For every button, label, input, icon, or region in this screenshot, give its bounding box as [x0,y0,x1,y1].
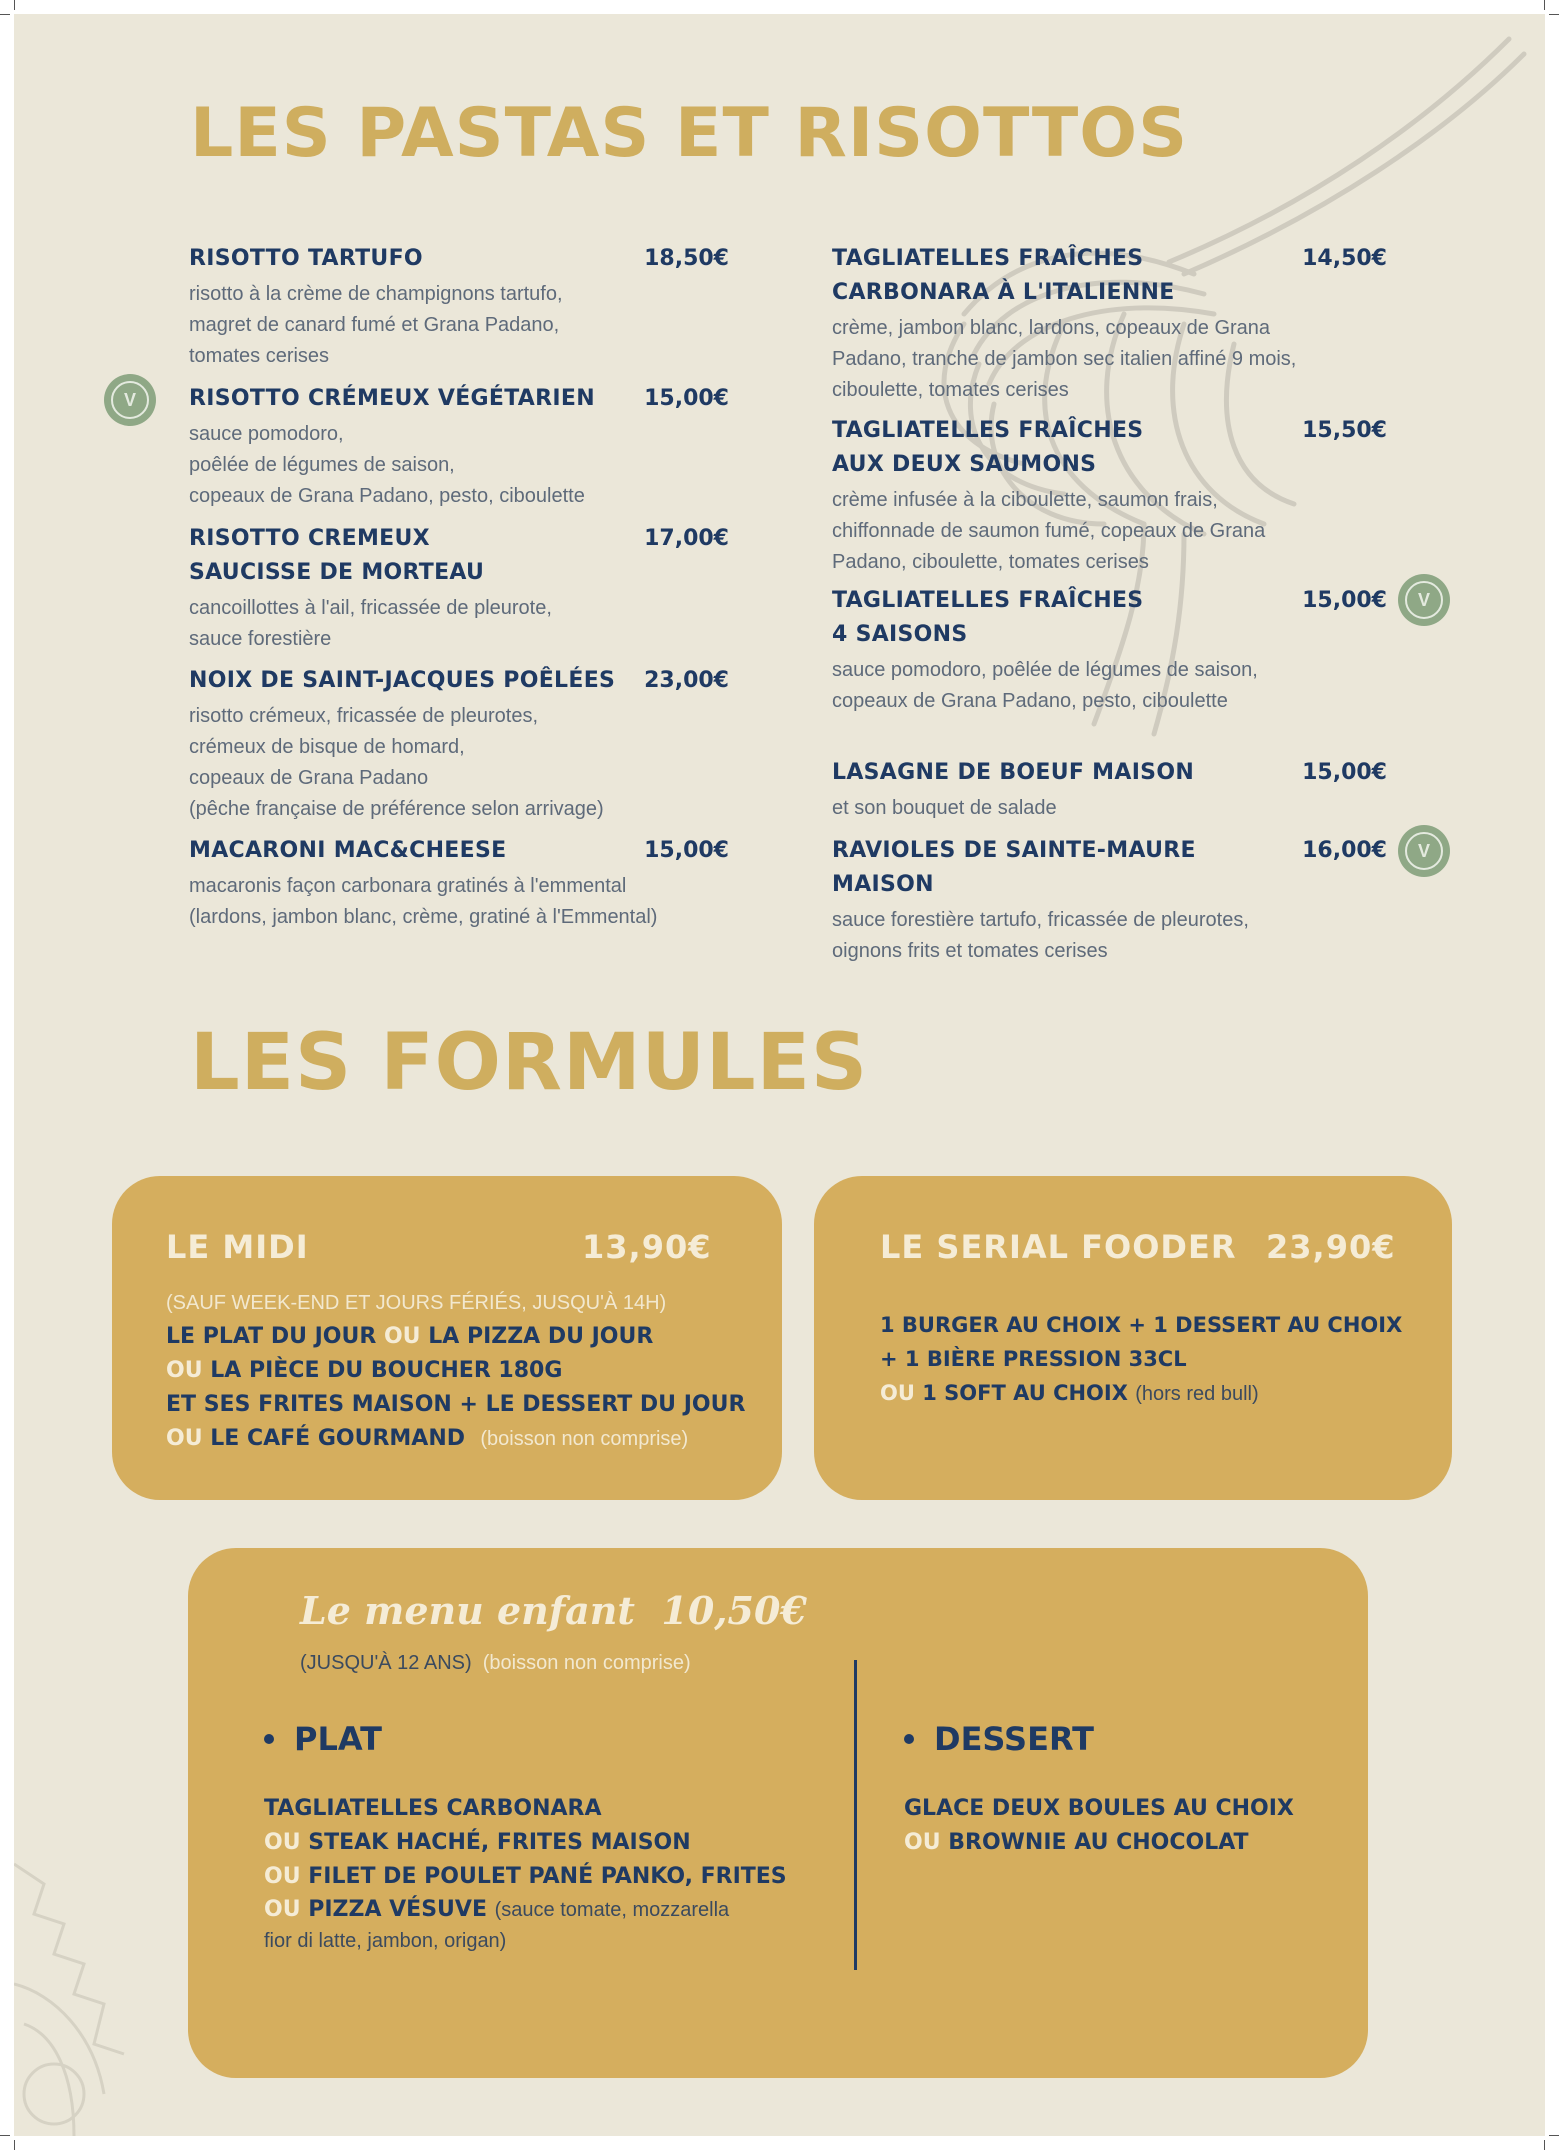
card-line-text: LA PIZZA DU JOUR [428,1324,654,1349]
card-note: fior di latte, jambon, origan) [264,1930,507,1952]
item-name: LASAGNE DE BOEUF MAISON [832,760,1195,785]
card-line [166,1422,766,1456]
plat-options [264,1792,804,1956]
dessert-heading [904,1720,1094,1758]
menu-enfant-subtitle [300,1652,691,1675]
or-label: OU [166,1358,203,1383]
item-description: macaronis façon carbonara gratinés à l'emmental (lardons, jambon blanc, crème, gratiné à l'Emmental) [189,875,658,928]
menu-item [189,834,729,933]
menu-item [832,242,1387,414]
menu-item [189,664,729,834]
card-title: LE MIDI [166,1228,309,1266]
or-label: OU [264,1897,301,1922]
menu-enfant-card [188,1548,1368,2078]
crop-mark [0,14,10,15]
card-note: (boisson non comprise) [480,1428,689,1450]
card-line [904,1792,1344,1826]
item-price: 15,00€ [1302,760,1387,785]
formule-midi-card [112,1176,782,1500]
card-note: (sauce tomate, mozzarella [494,1899,730,1921]
crop-mark [1549,14,1559,15]
item-price: 15,00€ [644,386,729,411]
or-label: OU [264,1830,301,1855]
or-label: OU [880,1381,915,1405]
or-label: OU [383,1324,421,1349]
item-price: 16,00€ [1302,838,1387,863]
card-line-text: TAGLIATELLES CARBONARA [264,1796,602,1821]
item-price: 17,00€ [644,526,729,551]
item-name: TAGLIATELLES FRAÎCHES AUX DEUX SAUMONS [832,418,1144,477]
item-description: cancoillottes à l'ail, fricassée de pleurote, sauce forestière [189,597,552,650]
veg-mark: V [1405,832,1443,870]
item-price: 15,50€ [1302,418,1387,443]
card-line-text: FILET DE POULET PANÉ PANKO, FRITES [308,1864,787,1889]
card-line [880,1308,1440,1342]
vegetarian-badge-icon [1398,825,1450,877]
card-line-text: LA PIÈCE DU BOUCHER 180G [210,1358,563,1383]
card-line [264,1792,804,1826]
item-description: sauce pomodoro, poêlée de légumes de saison, copeaux de Grana Padano, pesto, ciboulette [832,659,1258,712]
bullet-icon [904,1734,914,1744]
card-note: (hors red bull) [1135,1383,1259,1405]
card-note: (boisson non comprise) [482,1652,691,1674]
card-line-text: PIZZA VÉSUVE [308,1897,487,1922]
menu-item [832,756,1387,834]
card-line-text: BROWNIE AU CHOCOLAT [948,1830,1249,1855]
age-limit: (JUSQU'À 12 ANS) [300,1652,472,1674]
item-name: TAGLIATELLES FRAÎCHES CARBONARA À L'ITALIENNE [832,246,1175,305]
item-name: RAVIOLES DE SAINTE-MAURE MAISON [832,838,1196,897]
card-subtitle-text: (SAUF WEEK-END ET JOURS FÉRIÉS, JUSQU'À 14H) [166,1292,667,1314]
formule-serial-fooder-card [814,1176,1452,1500]
item-name: RISOTTO TARTUFO [189,246,423,271]
card-title: LE SERIAL FOODER [880,1228,1237,1266]
card-line-text: + 1 BIÈRE PRESSION 33CL [880,1347,1187,1371]
card-line-text: LE PLAT DU JOUR [166,1324,377,1349]
column-divider [854,1660,857,1970]
menu-enfant-title-text: Le menu enfant [300,1588,635,1633]
crop-mark [14,2140,15,2150]
dessert-options [904,1792,1344,1860]
crop-mark [1544,2140,1545,2150]
crop-mark [1549,2135,1559,2136]
card-line [264,1894,804,1926]
veg-mark: V [1405,581,1443,619]
formules-section-title: LES FORMULES [190,1018,869,1108]
card-line [166,1354,766,1388]
menu-item [832,584,1387,756]
item-name: RISOTTO CREMEUX SAUCISSE DE MORTEAU [189,526,485,585]
item-price: 18,50€ [644,246,729,271]
card-line [880,1342,1440,1376]
card-line [264,1826,804,1860]
menu-enfant-price: 10,50€ [661,1588,807,1633]
card-line-text: ET SES FRITES MAISON + LE DESSERT DU JOUR [166,1392,746,1417]
item-description: risotto crémeux, fricassée de pleurotes, crémeux de bisque de homard, copeaux de Grana Padano (pêche française de préférence selon arrivage) [189,705,604,820]
card-line-text: STEAK HACHÉ, FRITES MAISON [308,1830,691,1855]
vegetarian-badge-icon [104,374,156,426]
crop-mark [0,2135,10,2136]
item-name: NOIX DE SAINT-JACQUES POÊLÉES [189,668,616,693]
item-description: sauce forestière tartufo, fricassée de pleurotes, oignons frits et tomates cerises [832,909,1249,962]
item-description: sauce pomodoro, poêlée de légumes de saison, copeaux de Grana Padano, pesto, ciboulette [189,423,585,507]
pastas-left-column [189,242,729,933]
bullet-icon [264,1734,274,1744]
menu-item [189,522,729,664]
card-body [166,1286,766,1456]
or-label: OU [904,1830,941,1855]
item-price: 15,00€ [644,838,729,863]
card-line [904,1826,1344,1860]
card-price: 23,90€ [1266,1228,1396,1266]
card-line [880,1376,1440,1411]
item-price: 14,50€ [1302,246,1387,271]
card-line-text: LE CAFÉ GOURMAND [210,1426,466,1451]
item-price: 15,00€ [1302,588,1387,613]
menu-sheet [14,14,1545,2136]
crop-mark [1544,0,1545,10]
pastas-section-title: LES PASTAS ET RISOTTOS [190,94,1189,173]
card-line-text: GLACE DEUX BOULES AU CHOIX [904,1796,1294,1821]
item-description: risotto à la crème de champignons tartufo, magret de canard fumé et Grana Padano, tomates cerises [189,283,563,367]
card-line [166,1388,766,1422]
item-price: 23,00€ [644,668,729,693]
vegetarian-badge-icon [1398,574,1450,626]
card-line-text: 1 SOFT AU CHOIX [922,1381,1128,1405]
item-name: TAGLIATELLES FRAÎCHES 4 SAISONS [832,588,1144,647]
menu-item [832,414,1387,584]
item-description: crème infusée à la ciboulette, saumon frais, chiffonnade de saumon fumé, copeaux de Grana Padano, ciboulette, tomates cerises [832,489,1266,573]
or-label: OU [166,1426,203,1451]
card-body [880,1308,1440,1411]
or-label: OU [264,1864,301,1889]
plat-label: PLAT [294,1720,382,1758]
item-name: RISOTTO CRÉMEUX VÉGÉTARIEN [189,386,595,411]
veg-mark: V [111,381,149,419]
crop-mark [14,0,15,10]
pastas-right-column [832,242,1387,967]
dessert-label: DESSERT [934,1720,1094,1758]
item-description: crème, jambon blanc, lardons, copeaux de Grana Padano, tranche de jambon sec italien affiné 9 mois, ciboulette, tomates cerises [832,317,1297,401]
card-line [264,1860,804,1894]
menu-item [189,382,729,522]
card-subtitle [166,1286,766,1320]
card-line-text: 1 BURGER AU CHOIX + 1 DESSERT AU CHOIX [880,1313,1403,1337]
card-line [166,1320,766,1354]
menu-item [832,834,1387,967]
card-line [264,1926,804,1956]
item-description: et son bouquet de salade [832,797,1057,819]
herb-illustration [14,1844,194,2136]
card-price: 13,90€ [582,1228,712,1266]
menu-enfant-title [300,1588,807,1633]
plat-heading [264,1720,382,1758]
item-name: MACARONI MAC&CHEESE [189,838,507,863]
menu-item [189,242,729,382]
